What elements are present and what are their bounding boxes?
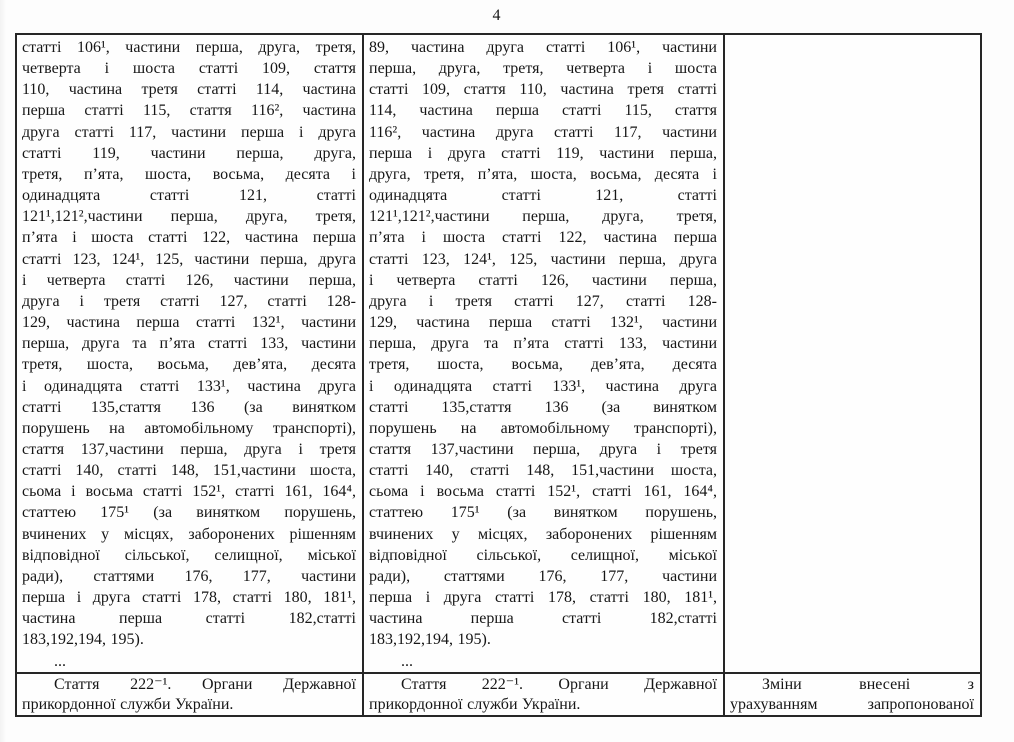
text-line: друга, третя, п’ята, шоста, восьма, десята і bbox=[369, 165, 717, 183]
text-line: сьома і восьма статті 152¹, статті 161, 164⁴, bbox=[22, 483, 356, 501]
text-line: прикордонної служби України. bbox=[22, 695, 234, 713]
text-line: і четверта статті 126, частини перша, bbox=[369, 271, 717, 289]
text-line: статті 123, 124¹, 125, частини перша, друга bbox=[22, 250, 356, 268]
text-line: перша і друга статті 119, частини перша, bbox=[369, 144, 717, 162]
text-line: частина перша статті 182,статті bbox=[369, 610, 717, 628]
text-line: ради), статтями 176, 177, частини bbox=[369, 567, 717, 585]
text-line: 129, частина перша статті 132¹, частини bbox=[22, 314, 356, 332]
comparison-table bbox=[15, 33, 982, 717]
text-line: четверта і шоста статті 109, стаття bbox=[22, 60, 356, 78]
text-line: статтею 175¹ (за винятком порушень, bbox=[22, 504, 356, 522]
text-line: 89, частина друга статті 106¹, частини bbox=[369, 39, 717, 56]
text-line: вчинених у місцях, заборонених рішенням bbox=[369, 525, 717, 543]
text-line: 116², частина друга статті 117, частини bbox=[369, 123, 717, 141]
cell-row2-col3-remark bbox=[723, 674, 980, 715]
cell-row2-col1-article-222-1 bbox=[17, 674, 362, 715]
table-row-article-222-1 bbox=[17, 672, 980, 715]
text-line: п’ята і шоста статті 122, частина перша bbox=[22, 229, 356, 247]
text-line: статті 106¹, частини перша, друга, третя, bbox=[22, 39, 356, 56]
text-line: 129, частина перша статті 132¹, частини bbox=[369, 314, 717, 332]
text-line: перша, друга, третя, четверта і шоста bbox=[369, 60, 717, 78]
text-line: одинадцята статті 121, статті bbox=[22, 187, 356, 205]
text-line: ... bbox=[54, 652, 66, 670]
text-line: статті 135,стаття 136 (за винятком bbox=[22, 398, 356, 416]
text-line: стаття 137,частини перша, друга і третя bbox=[22, 440, 356, 458]
text-line: перша, друга та п’ята статті 133, частини bbox=[369, 335, 717, 353]
text-line: перша і друга статті 178, статті 180, 181¹, bbox=[369, 589, 717, 607]
text-line: порушень на автомобільному транспорті), bbox=[369, 419, 717, 437]
cell-row1-col3-empty bbox=[723, 35, 980, 672]
text-line: відповідної сільської, селищної, міської bbox=[369, 546, 717, 564]
text-line: перша статті 115, стаття 116², частина bbox=[22, 102, 356, 120]
text-line: статті 140, статті 148, 151,частини шоста, bbox=[369, 462, 717, 480]
text-line: частина перша статті 182,статті bbox=[22, 610, 356, 628]
text-line: Стаття 222⁻¹. Органи Державної bbox=[401, 676, 717, 693]
text-line: п’ята і шоста статті 122, частина перша bbox=[369, 229, 717, 247]
text-line: друга і третя статті 127, статті 128- bbox=[369, 292, 717, 310]
text-line: статті 119, частини перша, друга, bbox=[22, 144, 356, 162]
text-line: статті 109, стаття 110, частина третя статті bbox=[369, 81, 717, 99]
text-line: третя, шоста, восьма, дев’ята, десята bbox=[369, 356, 717, 374]
text-line: урахуванням запропонованої bbox=[730, 695, 974, 713]
text-line: ... bbox=[401, 652, 413, 670]
text-line: і четверта статті 126, частини перша, bbox=[22, 271, 356, 289]
text-line: Зміни внесені з bbox=[762, 676, 974, 693]
text-line: перша і друга статті 178, статті 180, 181¹, bbox=[22, 589, 356, 607]
text-line: одинадцята статті 121, статті bbox=[369, 187, 717, 205]
table-row-articles-list bbox=[17, 35, 980, 672]
cell-row2-col2-article-222-1 bbox=[362, 674, 723, 715]
text-line: і одинадцята статті 133¹, частина друга bbox=[22, 377, 356, 395]
text-line: 183,192,194, 195). bbox=[369, 631, 491, 649]
text-line: 114, частина перша статті 115, стаття bbox=[369, 102, 717, 120]
text-line: сьома і восьма статті 152¹, статті 161, 164⁴, bbox=[369, 483, 717, 501]
text-line: друга статті 117, частини перша і друга bbox=[22, 123, 356, 141]
text-line: статті 140, статті 148, 151,частини шоста, bbox=[22, 462, 356, 480]
text-line: статті 135,стаття 136 (за винятком bbox=[369, 398, 717, 416]
text-line: 183,192,194, 195). bbox=[22, 631, 144, 649]
text-line: 121¹,121²,частини перша, друга, третя, bbox=[22, 208, 356, 226]
cell-row1-col2-proposed-edition-text bbox=[362, 35, 723, 672]
text-line: 110, частина третя статті 114, частина bbox=[22, 81, 356, 99]
text-line: статтею 175¹ (за винятком порушень, bbox=[369, 504, 717, 522]
text-line: перша, друга та п’ята статті 133, частини bbox=[22, 335, 356, 353]
text-line: друга і третя статті 127, статті 128- bbox=[22, 292, 356, 310]
text-line: стаття 137,частини перша, друга і третя bbox=[369, 440, 717, 458]
page-number: 4 bbox=[492, 7, 501, 24]
text-line: прикордонної служби України. bbox=[369, 695, 581, 713]
text-line: порушень на автомобільному транспорті), bbox=[22, 419, 356, 437]
text-line: 121¹,121²,частини перша, друга, третя, bbox=[369, 208, 717, 226]
cell-row1-col1-current-edition-text bbox=[17, 35, 362, 672]
text-line: ради), статтями 176, 177, частини bbox=[22, 567, 356, 585]
text-line: статті 123, 124¹, 125, частини перша, друга bbox=[369, 250, 717, 268]
text-line: вчинених у місцях, заборонених рішенням bbox=[22, 525, 356, 543]
text-line: третя, шоста, восьма, дев’ята, десята bbox=[22, 356, 356, 374]
text-line: відповідної сільської, селищної, міської bbox=[22, 546, 356, 564]
text-line: і одинадцята статті 133¹, частина друга bbox=[369, 377, 717, 395]
text-line: третя, п’ята, шоста, восьма, десята і bbox=[22, 165, 356, 183]
text-line: Стаття 222⁻¹. Органи Державної bbox=[54, 676, 356, 693]
